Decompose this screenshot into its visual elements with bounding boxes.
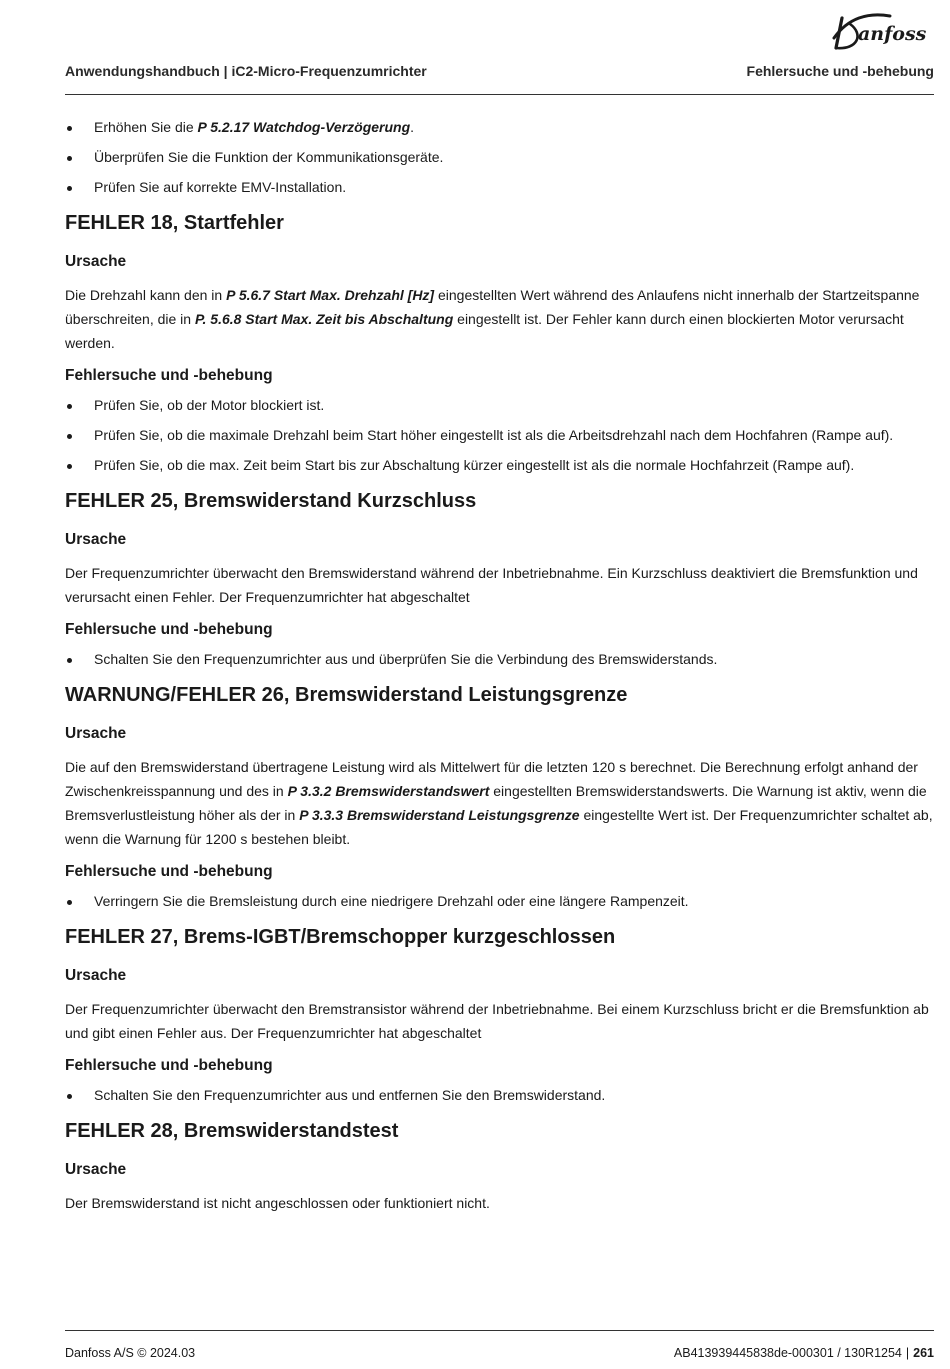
cause-heading: Ursache bbox=[65, 967, 127, 984]
cause-heading: Ursache bbox=[65, 253, 127, 270]
footer-separator: | bbox=[905, 1346, 910, 1360]
footer-document-info bbox=[674, 1346, 934, 1360]
troubleshooting-list bbox=[65, 649, 935, 669]
error-title: FEHLER 25, Bremswiderstand Kurzschluss bbox=[65, 490, 477, 512]
cause-text: Der Bremswiderstand ist nicht angeschlossen oder funktioniert nicht. bbox=[65, 1195, 490, 1211]
list-item: Prüfen Sie auf korrekte EMV-Installation. bbox=[65, 177, 935, 197]
cause-text: Die Drehzahl kann den in P 5.6.7 Start Max. Drehzahl [Hz] eingestellten Wert während des Anlaufens nicht innerhalb der Startzeitspanne überschreiten, die in P. 5.6.8 Start Max. Zeit bis Abschaltung eingestellt ist. Der Fehler kann durch einen blockierten Motor verursacht werden. bbox=[65, 287, 920, 351]
parameter-reference: P. 5.6.8 Start Max. Zeit bis Abschaltung bbox=[194, 311, 454, 327]
svg-text:anfoss: anfoss bbox=[858, 23, 927, 45]
page-content bbox=[65, 117, 935, 1223]
list-item: Prüfen Sie, ob die max. Zeit beim Start bis zur Abschaltung kürzer eingestellt ist als die normale Hochfahrzeit (Rampe auf). bbox=[65, 455, 935, 475]
error-section bbox=[65, 923, 935, 1105]
error-title: WARNUNG/FEHLER 26, Bremswiderstand Leistungsgrenze bbox=[65, 684, 628, 706]
list-item: Prüfen Sie, ob die maximale Drehzahl beim Start höher eingestellt ist als die Arbeitsdrehzahl nach dem Hochfahren (Rampe auf). bbox=[65, 425, 935, 445]
cause-text: Der Frequenzumrichter überwacht den Bremstransistor während der Inbetriebnahme. Bei einem Kurzschluss bricht er die Bremsfunktion ab und gibt einen Fehler aus. Der Frequenzumrichter hat abgeschaltet bbox=[65, 1001, 929, 1041]
footer-rule bbox=[65, 1330, 934, 1331]
header-rule bbox=[65, 94, 934, 95]
error-section bbox=[65, 681, 935, 911]
troubleshooting-heading: Fehlersuche und -behebung bbox=[65, 367, 273, 384]
cause-heading: Ursache bbox=[65, 531, 127, 548]
parameter-reference: P 5.2.17 Watchdog-Verzögerung bbox=[197, 119, 411, 135]
cause-heading: Ursache bbox=[65, 725, 127, 742]
intro-bullet-list bbox=[65, 117, 935, 197]
troubleshooting-list bbox=[65, 891, 935, 911]
cause-heading: Ursache bbox=[65, 1161, 127, 1178]
troubleshooting-list bbox=[65, 1085, 935, 1105]
troubleshooting-heading: Fehlersuche und -behebung bbox=[65, 863, 273, 880]
page-number: 261 bbox=[913, 1346, 934, 1360]
parameter-reference: P 3.3.3 Bremswiderstand Leistungsgrenze bbox=[299, 807, 580, 823]
list-item: Erhöhen Sie die P 5.2.17 Watchdog-Verzögerung. bbox=[65, 117, 935, 137]
header-chapter-title: Fehlersuche und -behebung bbox=[746, 63, 934, 79]
danfoss-logo bbox=[828, 8, 938, 52]
cause-text: Der Frequenzumrichter überwacht den Bremswiderstand während der Inbetriebnahme. Ein Kurzschluss deaktiviert die Bremsfunktion und verursacht einen Fehler. Der Frequenzumrichter hat abgeschaltet bbox=[65, 565, 918, 605]
list-item: Überprüfen Sie die Funktion der Kommunikationsgeräte. bbox=[65, 147, 935, 167]
troubleshooting-heading: Fehlersuche und -behebung bbox=[65, 1057, 273, 1074]
troubleshooting-list bbox=[65, 395, 935, 475]
parameter-reference: P 5.6.7 Start Max. Drehzahl [Hz] bbox=[226, 287, 435, 303]
header-document-title: Anwendungshandbuch | iC2-Micro-Frequenzumrichter bbox=[65, 63, 427, 79]
error-section bbox=[65, 487, 935, 669]
error-section bbox=[65, 209, 935, 475]
footer-copyright: Danfoss A/S © 2024.03 bbox=[65, 1346, 196, 1360]
troubleshooting-heading: Fehlersuche und -behebung bbox=[65, 621, 273, 638]
list-item: Schalten Sie den Frequenzumrichter aus und überprüfen Sie die Verbindung des Bremswiderstands. bbox=[65, 649, 935, 669]
list-item: Schalten Sie den Frequenzumrichter aus und entfernen Sie den Bremswiderstand. bbox=[65, 1085, 935, 1105]
cause-text: Die auf den Bremswiderstand übertragene Leistung wird als Mittelwert für die letzten 120 s berechnet. Die Berechnung erfolgt anhand der Zwischenkreisspannung und des in P 3.3.2 Bremswiderstandswert eingestellten Bremswiderstandswerts. Die Warnung ist aktiv, wenn die Bremsverlustleistung höher als der in P 3.3.3 Bremswiderstand Leistungsgrenze eingestellte Wert ist. Der Frequenzumrichter schaltet ab, wenn die Warnung für 1200 s bestehen bleibt. bbox=[65, 759, 933, 847]
list-item: Prüfen Sie, ob der Motor blockiert ist. bbox=[65, 395, 935, 415]
error-title: FEHLER 28, Bremswiderstandstest bbox=[65, 1120, 399, 1142]
error-title: FEHLER 18, Startfehler bbox=[65, 212, 284, 234]
error-title: FEHLER 27, Brems-IGBT/Bremschopper kurzgeschlossen bbox=[65, 926, 616, 948]
document-id: AB413939445838de-000301 / 130R1254 bbox=[673, 1346, 902, 1360]
parameter-reference: P 3.3.2 Bremswiderstandswert bbox=[287, 783, 490, 799]
list-item: Verringern Sie die Bremsleistung durch eine niedrigere Drehzahl oder eine längere Rampenzeit. bbox=[65, 891, 935, 911]
error-section bbox=[65, 1117, 935, 1215]
